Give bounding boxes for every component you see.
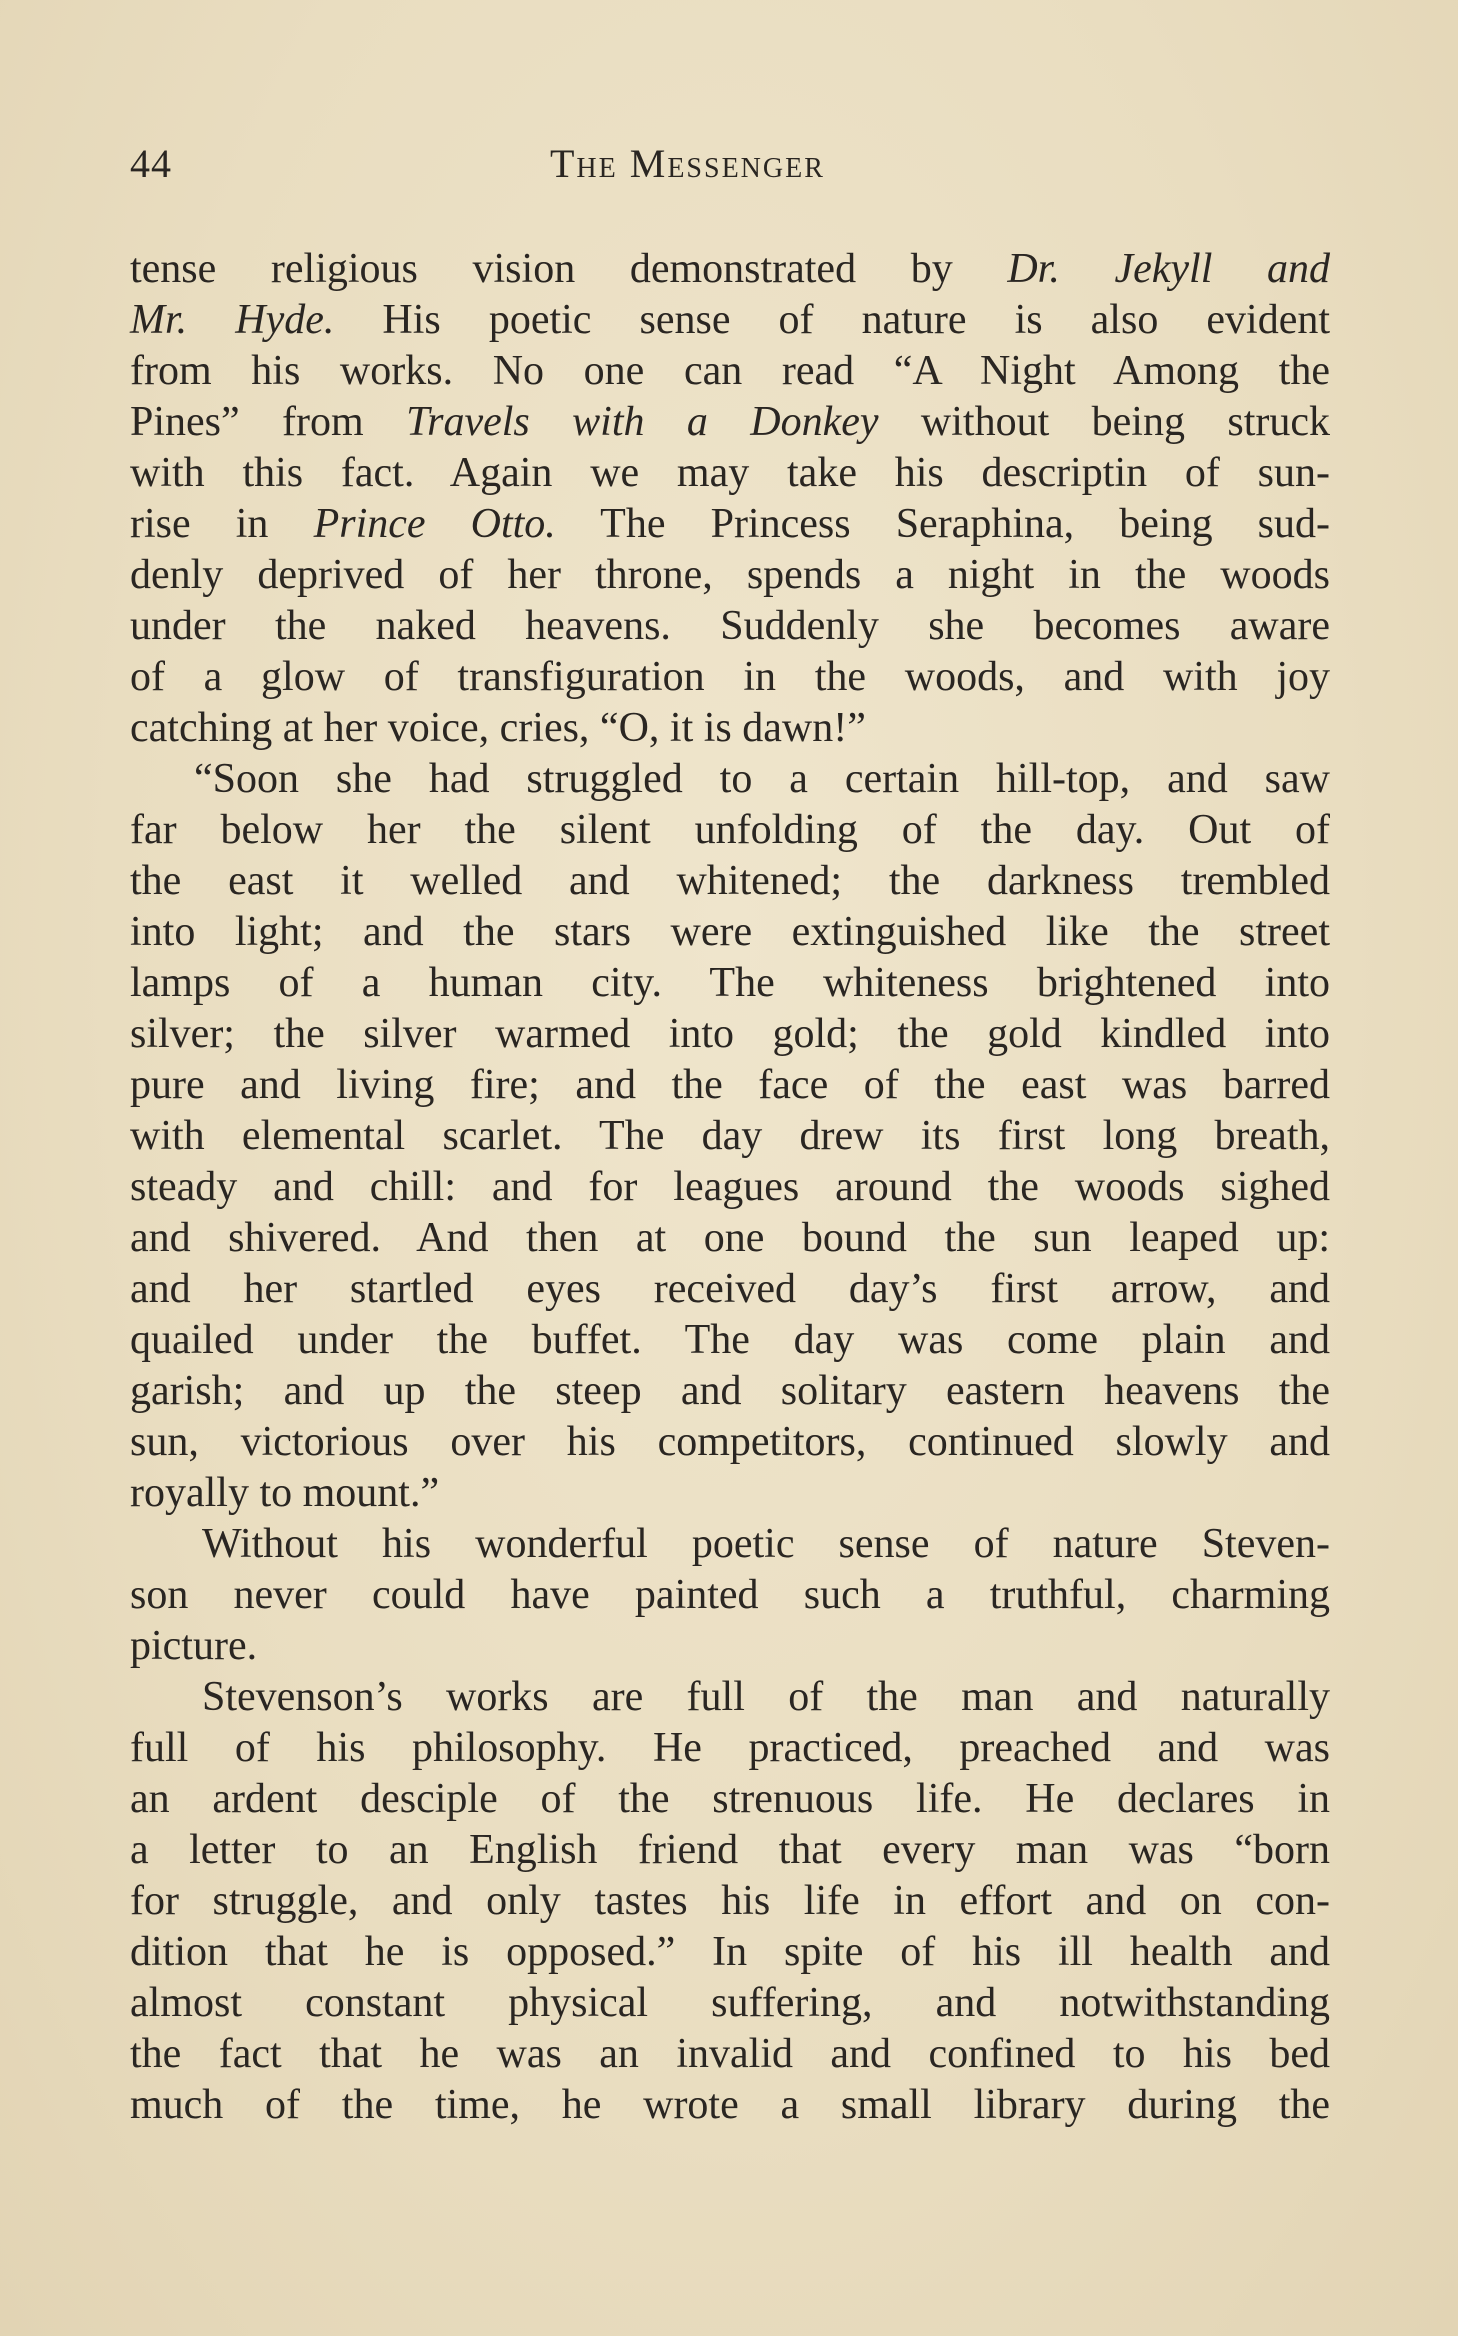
text-line: an ardent desciple of the strenuous life. He declares in bbox=[130, 1776, 1330, 1822]
text-line: rise in Prince Otto. The Princess Seraphina, being sud- bbox=[130, 501, 1331, 547]
text-line: Stevenson’s works are full of the man and naturally bbox=[202, 1674, 1330, 1720]
text-line: with this fact. Again we may take his descriptin of sun- bbox=[130, 450, 1330, 496]
quote-line: “Soon she had struggled to a certain hill-top, and saw bbox=[194, 756, 1330, 802]
text-line: the fact that he was an invalid and confined to his bed bbox=[130, 2031, 1330, 2077]
text-line: Mr. Hyde. His poetic sense of nature is also evident bbox=[130, 297, 1330, 343]
text-line: denly deprived of her throne, spends a night in the woods bbox=[130, 552, 1330, 598]
quote-line: garish; and up the steep and solitary eastern heavens the bbox=[130, 1368, 1330, 1414]
text-line: from his works. No one can read “A Night Among the bbox=[130, 348, 1330, 394]
text-line: much of the time, he wrote a small library during the bbox=[130, 2082, 1330, 2128]
quote-line: into light; and the stars were extinguished like the street bbox=[130, 909, 1330, 955]
quote-line: with elemental scarlet. The day drew its first long breath, bbox=[130, 1113, 1330, 1159]
text-line: dition that he is opposed.” In spite of his ill health and bbox=[130, 1929, 1330, 1975]
text-line: catching at her voice, cries, “O, it is dawn!” bbox=[130, 705, 866, 751]
quote-line: steady and chill: and for leagues around the woods sighed bbox=[130, 1164, 1330, 1210]
quote-line: far below her the silent unfolding of the day. Out of bbox=[130, 807, 1330, 853]
running-title: The Messenger bbox=[550, 141, 825, 186]
text-line: full of his philosophy. He practiced, preached and was bbox=[130, 1725, 1330, 1771]
quote-line: sun, victorious over his competitors, continued slowly and bbox=[130, 1419, 1330, 1465]
quote-line: pure and living fire; and the face of the east was barred bbox=[130, 1062, 1330, 1108]
text-line: son never could have painted such a truthful, charming bbox=[130, 1572, 1330, 1618]
running-head bbox=[130, 140, 1330, 200]
text-line: for struggle, and only tastes his life in effort and on con- bbox=[130, 1878, 1330, 1924]
text-line: a letter to an English friend that every man was “born bbox=[130, 1827, 1330, 1873]
quote-line: silver; the silver warmed into gold; the gold kindled into bbox=[130, 1011, 1330, 1057]
text-line: Without his wonderful poetic sense of nature Steven- bbox=[202, 1521, 1330, 1567]
text-line: picture. bbox=[130, 1623, 258, 1669]
quote-line: lamps of a human city. The whiteness brightened into bbox=[130, 960, 1330, 1006]
quote-line: the east it welled and whitened; the darkness trembled bbox=[130, 858, 1330, 904]
quote-line: and her startled eyes received day’s first arrow, and bbox=[130, 1266, 1330, 1312]
text-line: of a glow of transfiguration in the woods, and with joy bbox=[130, 654, 1330, 700]
text-line: Pines” from Travels with a Donkey without being struck bbox=[130, 399, 1331, 445]
text-line: under the naked heavens. Suddenly she becomes aware bbox=[130, 603, 1330, 649]
body-text bbox=[130, 244, 1330, 2131]
quote-line: quailed under the buffet. The day was come plain and bbox=[130, 1317, 1330, 1363]
text-line: almost constant physical suffering, and notwithstanding bbox=[130, 1980, 1330, 2026]
quote-line: royally to mount.” bbox=[130, 1470, 440, 1516]
quote-line: and shivered. And then at one bound the sun leaped up: bbox=[130, 1215, 1330, 1261]
page-number: 44 bbox=[130, 141, 172, 186]
text-line: tense religious vision demonstrated by Dr. Jekyll and bbox=[130, 246, 1330, 292]
